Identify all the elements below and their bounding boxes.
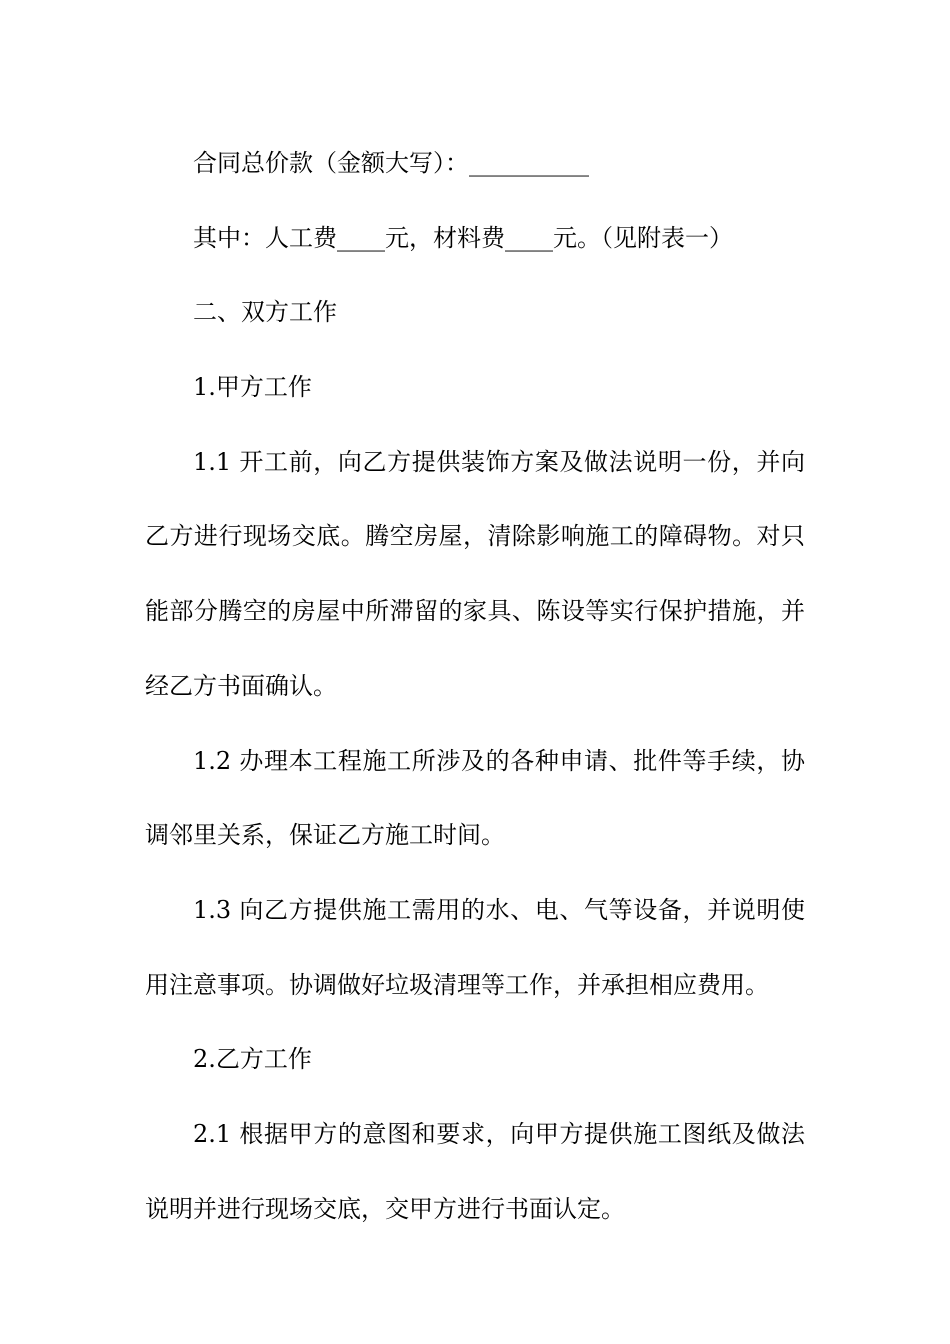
section-heading-two: 二、双方工作 [193, 298, 337, 327]
labor-material-cost-line: 其中：人工费____元，材料费____元。（见附表一） [193, 223, 733, 252]
clause-1-1-line-2: 乙方进行现场交底。腾空房屋，清除影响施工的障碍物。对只 [145, 522, 805, 551]
clause-1-1-line-3: 能部分腾空的房屋中所滞留的家具、陈设等实行保护措施，并 [145, 597, 805, 626]
clause-1-1-line-1: 1.1 开工前，向乙方提供装饰方案及做法说明一份，并向 [193, 447, 805, 476]
subsection-heading-party-a: 1.甲方工作 [193, 373, 312, 402]
clause-1-3-line-2: 用注意事项。协调做好垃圾清理等工作，并承担相应费用。 [145, 970, 769, 999]
clause-1-3-line-1: 1.3 向乙方提供施工需用的水、电、气等设备，并说明使 [193, 895, 805, 924]
clause-1-2-line-2: 调邻里关系，保证乙方施工时间。 [145, 821, 505, 850]
clause-2-1-line-2: 说明并进行现场交底，交甲方进行书面认定。 [145, 1194, 625, 1223]
subsection-heading-party-b: 2.乙方工作 [193, 1045, 312, 1074]
clause-2-1-line-1: 2.1 根据甲方的意图和要求，向甲方提供施工图纸及做法 [193, 1119, 805, 1148]
clause-1-2-line-1: 1.2 办理本工程施工所涉及的各种申请、批件等手续，协 [193, 746, 805, 775]
contract-total-price-line: 合同总价款（金额大写）：__________ [193, 149, 589, 177]
document-body [145, 126, 805, 1246]
clause-1-1-line-4: 经乙方书面确认。 [145, 671, 337, 700]
